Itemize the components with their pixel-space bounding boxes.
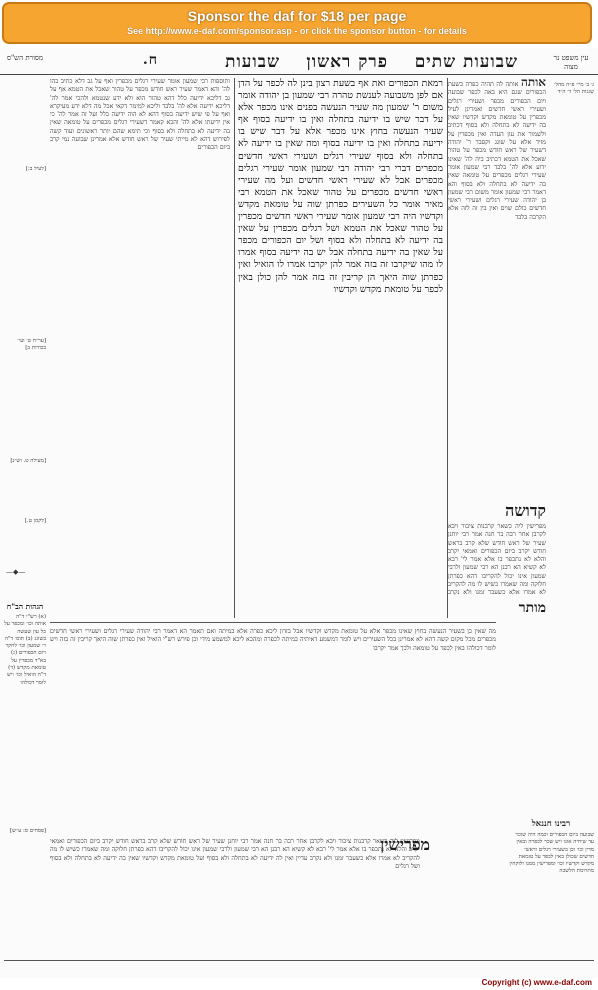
masoret-label: מסורת הש"ס — [6, 54, 44, 62]
hagahot-text: (א) רש"י ד"ה אותה וכו׳ ומכפר על כל עון שעשה בשוגג (ב) תוס׳ ד"ה ר׳ שמעון וכו׳ לחקר ויום הכפורים (ג) בא"ד מכפרין על טומאת מקדש (ד) ד"ה הואיל וכו׳ ויש לומר דכולהו — [4, 614, 46, 686]
rashi-bottom-commentary — [50, 838, 420, 958]
masoret-ref-3: [מעילה ט. וש״נ] — [10, 458, 46, 464]
footer-divider — [4, 960, 594, 961]
rashi-continuation — [448, 523, 546, 598]
hagahot-title: הגהות הב"ח — [6, 602, 44, 611]
rashi-commentary — [448, 78, 546, 498]
section-divider — [50, 622, 496, 623]
tosafot-continuation-text: מה שאין כן בשעיר הנעשה בחוץ שאינו מכפר אלא על טומאת מקדש וקדשיו אבל בזדון ליכא כפרה אלא במיתה ואם תאמר הא דאמר רבי יהודה שעירי רגלים ושעירי ראשי חדשים מכפרים מכל מקום קשה דהא לא אמרינן בכל השעירים ויש לומר דמשמע דאיתיה במיתה לכפרה ומהכא ליכא למשמע מידי וכן פירש רש"י הואיל ואין כפרתן שוה היאך קריבין זה בזה ויש לומר דכולהו באין לכפר על טומאה ולכך אמר יקרבו — [50, 628, 496, 652]
sponsor-banner[interactable] — [2, 2, 592, 44]
copyright-notice[interactable]: Copyright (c) www.e-daf.com — [481, 978, 592, 987]
ornament-divider-icon: —◆— — [6, 568, 26, 576]
gemara-text-block — [238, 78, 443, 618]
masoret-ref-4: [לקמן ט.] — [24, 518, 46, 524]
rashi-text: אותה לה תהיה כפרה בשעת הכפורים שגם היא באה לכפר שבועה ויום הכפורים מכפר ושעירי רגלים ושעירי ראשי חדשים ואמרינן לעיל מכפרין על טומאת מקדש וקדשיו שאין בה ידיעה לא בתחלה ולא בסוף דכתיב ולשמור את עון העדה ואין מכפרין על מזיד אלא על שוגג וקסבר ר' יהודה דשעיר של ראש חודש מכפר על טהור שאכל את הטמא דכתיב ביה לה' שאינו ידוע אלא לה' בלבד רבי שמעון אומר שעירי רגלים מכפרים על טומאה שאין בה ידיעה לא בתחלה ולא בסוף והא דאמר רבי שמעון אומר משום רבי שמעון בן יהודה שעירי רגלים ושעירי ראשי חדשים כולם שוים ואין בין זה לזה אלא הקרבה בלבד — [448, 81, 546, 221]
page-number: ח. — [142, 52, 158, 68]
masoret-ref-2: [ער״ח ט׳ ועי׳ בכורות ב] — [17, 338, 46, 352]
sponsor-subtitle[interactable]: See http://www.e-daf.com/sponsor.asp - or click the sponsor button - for details — [127, 26, 467, 36]
masoret-ref-bottom: [פסחים ס: ע״ש] — [9, 828, 46, 834]
motar-heading: מותר — [518, 600, 546, 616]
column-divider-left — [234, 78, 235, 618]
rashi-bottom-text: מפרישין ליה כשאר קרבנות ציבור ויבא לקרבן אחר רבה בר חנה אמר רבי יוחנן שעיר של ראש חודש שלא קרב בראש חודש יקרב ביום הכפורים ואמאי יקרב והלא לא נתכפר בו אלא אמר לי' רבא לא קשיא הא רבנן הא רבי שמעון ולרבי שמעון אינו יכול להקריבו דהא כפרתן חלוקה ומה שאמרו כשיש לו מה להקריב לא אמרו אלא כשעבר זמנו ולא נקרב עדיין ואין לה ידיעה לא בתחלה ולא בסוף ועל טומאת מקדש וקדשיו שאין בה ידיעה לא בתחלה ולא בסוף ושל רגלים — [50, 838, 420, 870]
rabbenu-chananel-title: רבינו חננאל — [531, 819, 571, 829]
ein-mishpat-label: עין משפט נר מצוה — [553, 54, 589, 71]
tosafot-commentary — [50, 78, 230, 618]
mafrishin-heading: מפרישין — [380, 835, 430, 854]
rashi-continuation-text: מפרישין ליה כשאר קרבנות ציבור ויבא לקרבן אחר רבה בר חנה אמר רבי יוחנן שעיר של ראש חודש שלא קרב בראש חודש יקרב ביום הכפורים ואמאי יקרב והלא לא נתכפר בו אלא אמר לי' רבא לא קשיא הא רבנן הא רבי שמעון ולרבי שמעון אינו יכול להקריבו דהא כפרתן חלוקה ומה שאמרו כשיש לו מה להקריב לא אמרו אלא כשעבר זמנו ולא נקרב — [448, 523, 546, 597]
talmud-page — [0, 48, 598, 978]
rashi-opening-word: אותה — [521, 78, 546, 89]
header-center-title: פרק ראשון — [306, 52, 388, 72]
header-right-title: שבועות שתים — [414, 52, 518, 72]
tosafot-continuation — [50, 628, 496, 833]
page-header — [0, 52, 598, 75]
gemara-text: רמאת הכפורים ואת אף בשעת רצון בינן לה לכפר על הדן אם לפן משבועה לענשת טהרה רבי שמעון בן יהודה אומר משום ר' שמעון מה שעיר הנעשה בפנים אינו מכפר אלא על דבר שיש בו ידיעה בתחלה ואין בו ידיעה בסוף אף שעיר הנעשה בחוץ אינו מכפר אלא על דבר שיש בו ידיעה בתחלה ואין בו ידיעה בסוף ומה שאין בו ידיעה לא בתחלה ולא בסוף שעירי רגלים ושעירי ראשי חדשים מכפרים דברי רבי יהודה רבי שמעון אומר שעירי רגלים מכפרים אבל לא שעירי ראשי חדשים ועל מה שעירי ראשי חדשים מכפרים על טהור שאכל את הטמא רבי מאיר אומר כל השעירים כפרתן שוה על טומאת מקדש וקדשיו היה רבי שמעון אומר שעירי ראשי חדשים מכפרין על טהור שאכל את הטמא ושל רגלים מכפרין על שאין בה ידיעה לא בתחלה ולא בסוף ושל יום הכפורים מכפר על שאין בה ידיעה בתחלה אבל יש בה ידיעה בסוף אמרו לו מהו שיקרבו זה בזה אמר להן יקרבו אמרו לו הואיל ואין כפרתן שוה היאך הן קריבין זה בזה אמר להן כולן באין לכפר על טומאת מקדש וקדשיו — [238, 78, 443, 295]
sponsor-title[interactable]: Sponsor the daf for $18 per page — [187, 8, 407, 24]
tosafot-text: ותוספות רבי שמעון אומר שעירי רגלים מכפרין ואף על גב דלא כתיב בהו לה' והא דאמר שעיר ראש חודש מכפר על טהור שאכל את הטמא אף על גב דליכא ידיעה כלל דהא טהור הוא ולא ידע שנטמא ולהכי אמר לה' דליכא ידיעה אלא לה' בלבד וליכא למימר דקאי אכל מה דלא ידע מעיקרא ואף על פי שיש ידיעה בסוף דהא לא הוה ידיעה כלל ועל זה אמר לה' כי אין ידיעתו אלא לה' והכא קאמר דשעירי רגלים מכפרים על טומאה שאין בה ידיעה לא בתחלה ולא בסוף וכי תימא שהם יותר ראשונים ועוד קשה לפירוש דהא לא מייתי שעיר של ראש חודש אלא אמרינן שבועה נמי קרב ביום הכפורים — [50, 78, 230, 152]
header-left-title: שבועות — [225, 52, 280, 72]
ein-mishpat-note: ג׳ ב׳ מיי׳ פ״ה מהל׳ שגגות הל׳ ד׳ ה״ד — [554, 82, 594, 96]
kedusha-heading: קדושה — [505, 501, 546, 520]
masoret-ref-1: [לעיל ב:] — [25, 166, 46, 172]
rabbenu-chananel-text: שבועה ביום הכפורים וכמה היה שוכר עד שיחיה אונו ויש שכר לכפרה ובאין מדין וכו׳ וכן בשעירי רגלים וראשי חדשים שכולן באין לכפר על טומאת מקדש וקדשיו וכו׳ ומפרישין ממנו ולוקחין מתרומת הלשכה — [509, 832, 594, 875]
